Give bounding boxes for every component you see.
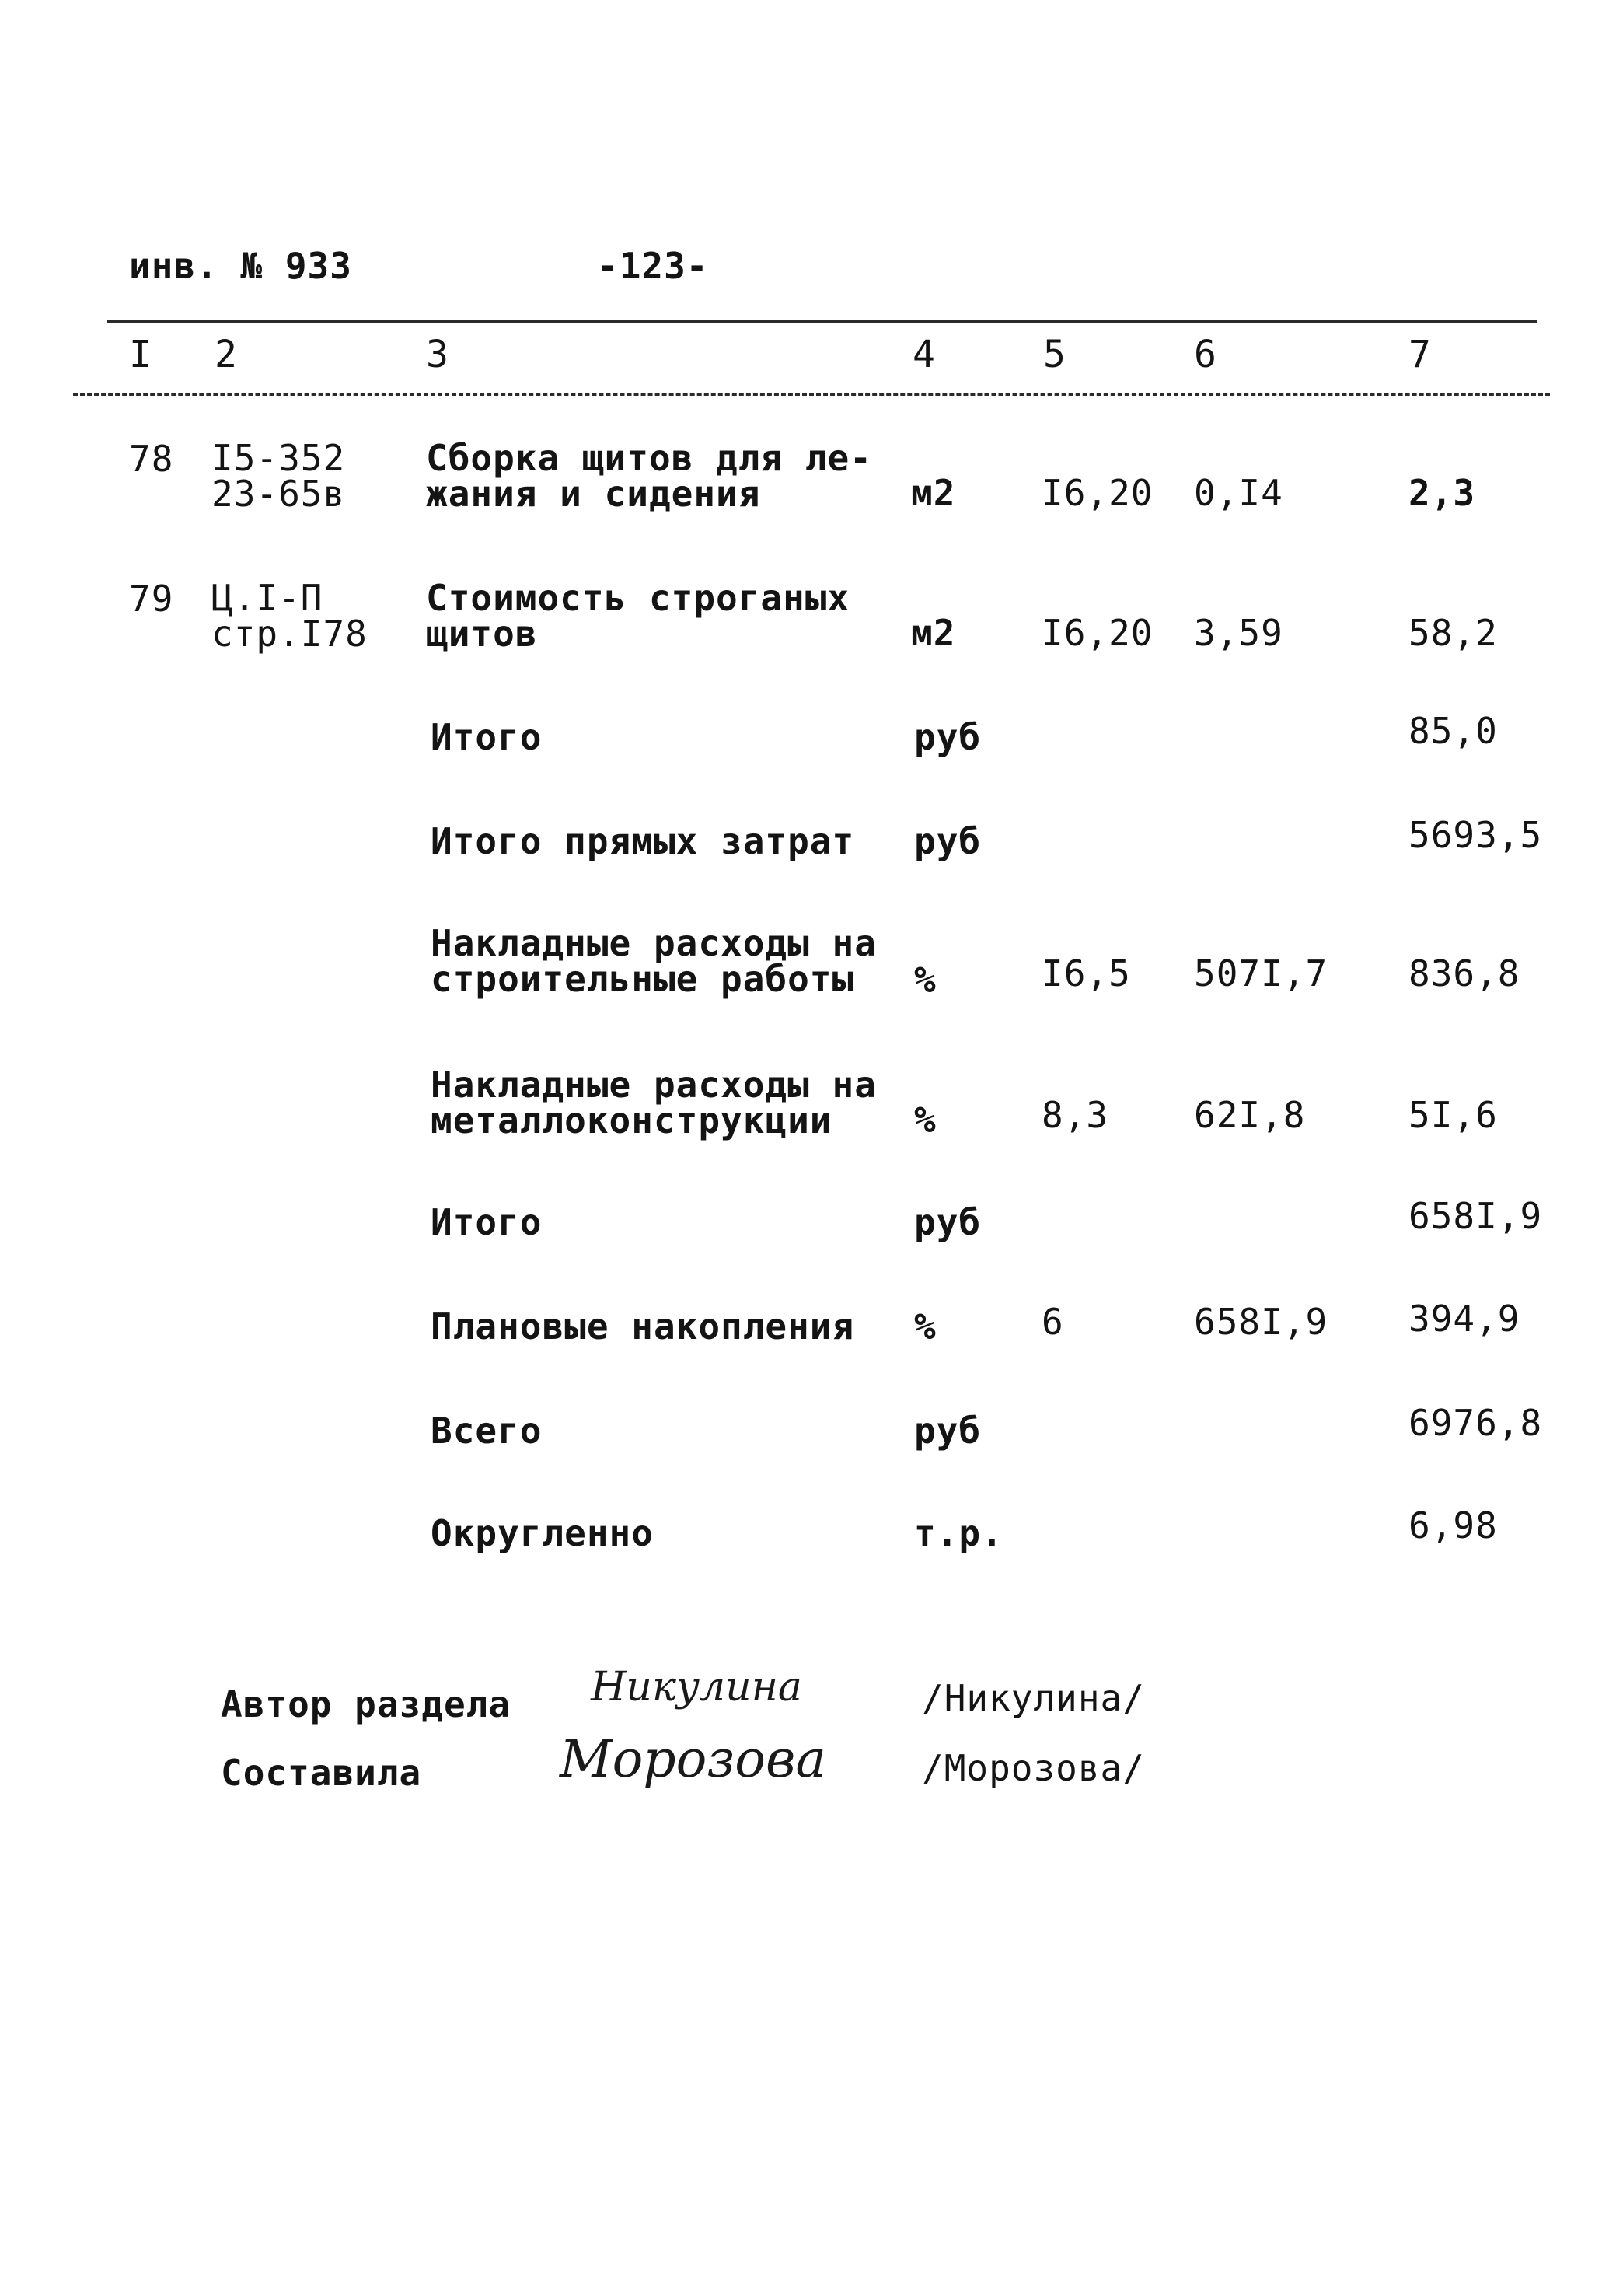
author-role-label: Автор раздела (221, 1683, 511, 1725)
row-qty: I6,20 (1042, 472, 1154, 514)
row-total: 6,98 (1408, 1504, 1498, 1546)
row-unit: м2 (911, 612, 956, 654)
row-name: Округленно (431, 1512, 654, 1554)
author-handwritten-signature: Никулина (591, 1664, 802, 1711)
row-total: 5693,5 (1408, 814, 1543, 856)
row-number: 79 (129, 578, 174, 620)
row-total: 394,9 (1408, 1298, 1520, 1340)
top-rule (107, 320, 1537, 323)
compiler-role-label: Составила (221, 1752, 422, 1794)
row-unit: руб (914, 820, 982, 862)
row-name: Сборка щитов для ле- жания и сидения (426, 437, 872, 515)
column-header-4: 4 (913, 333, 936, 376)
inventory-number: инв. № 933 (129, 245, 352, 287)
header-bottom-rule (73, 393, 1550, 396)
row-name: Итого прямых затрат (431, 820, 855, 862)
row-unit: т.р. (914, 1512, 1003, 1554)
row-name: Плановые накопления (431, 1305, 855, 1347)
column-header-6: 6 (1194, 333, 1217, 376)
row-total: 85,0 (1408, 710, 1498, 752)
row-total: 6976,8 (1408, 1402, 1543, 1444)
row-price: 658I,9 (1194, 1301, 1328, 1343)
row-price: 507I,7 (1194, 952, 1328, 994)
row-total: 5I,6 (1408, 1094, 1498, 1136)
compiler-handwritten-signature: Морозова (560, 1729, 826, 1789)
author-name: /Никулина/ (922, 1677, 1145, 1719)
row-code: Ц.I-П стр.I78 (211, 577, 368, 655)
column-header-2: 2 (215, 333, 238, 376)
row-unit: м2 (911, 472, 956, 514)
row-name: Накладные расходы на металлоконструкции (431, 1064, 877, 1141)
column-header-7: 7 (1408, 333, 1432, 376)
row-number: 78 (129, 438, 174, 480)
row-price: 62I,8 (1194, 1094, 1306, 1136)
row-total: 58,2 (1408, 612, 1498, 654)
row-qty: 8,3 (1042, 1094, 1109, 1136)
column-header-1: I (129, 333, 152, 376)
row-unit: руб (914, 1410, 982, 1452)
column-header-5: 5 (1043, 333, 1066, 376)
row-unit: % (914, 959, 937, 1001)
row-total: 2,3 (1408, 472, 1476, 514)
row-qty: 6 (1042, 1301, 1064, 1343)
row-unit: руб (914, 716, 982, 758)
row-code: I5-352 23-65в (211, 437, 346, 515)
page-number: -123- (597, 245, 709, 287)
row-unit: % (914, 1099, 937, 1141)
compiler-name: /Морозова/ (922, 1747, 1145, 1789)
row-name: Накладные расходы на строительные работы (431, 922, 877, 1000)
row-name: Стоимость строганых щитов (426, 577, 850, 655)
row-unit: % (914, 1305, 937, 1347)
row-price: 0,I4 (1194, 472, 1283, 514)
row-unit: руб (914, 1201, 982, 1243)
row-total: 836,8 (1408, 952, 1520, 994)
row-qty: I6,5 (1042, 952, 1131, 994)
row-total: 658I,9 (1408, 1195, 1543, 1237)
row-price: 3,59 (1194, 612, 1283, 654)
row-name: Всего (431, 1410, 543, 1452)
row-name: Итого (431, 1201, 543, 1243)
row-qty: I6,20 (1042, 612, 1154, 654)
column-header-3: 3 (426, 333, 449, 376)
row-name: Итого (431, 716, 543, 758)
